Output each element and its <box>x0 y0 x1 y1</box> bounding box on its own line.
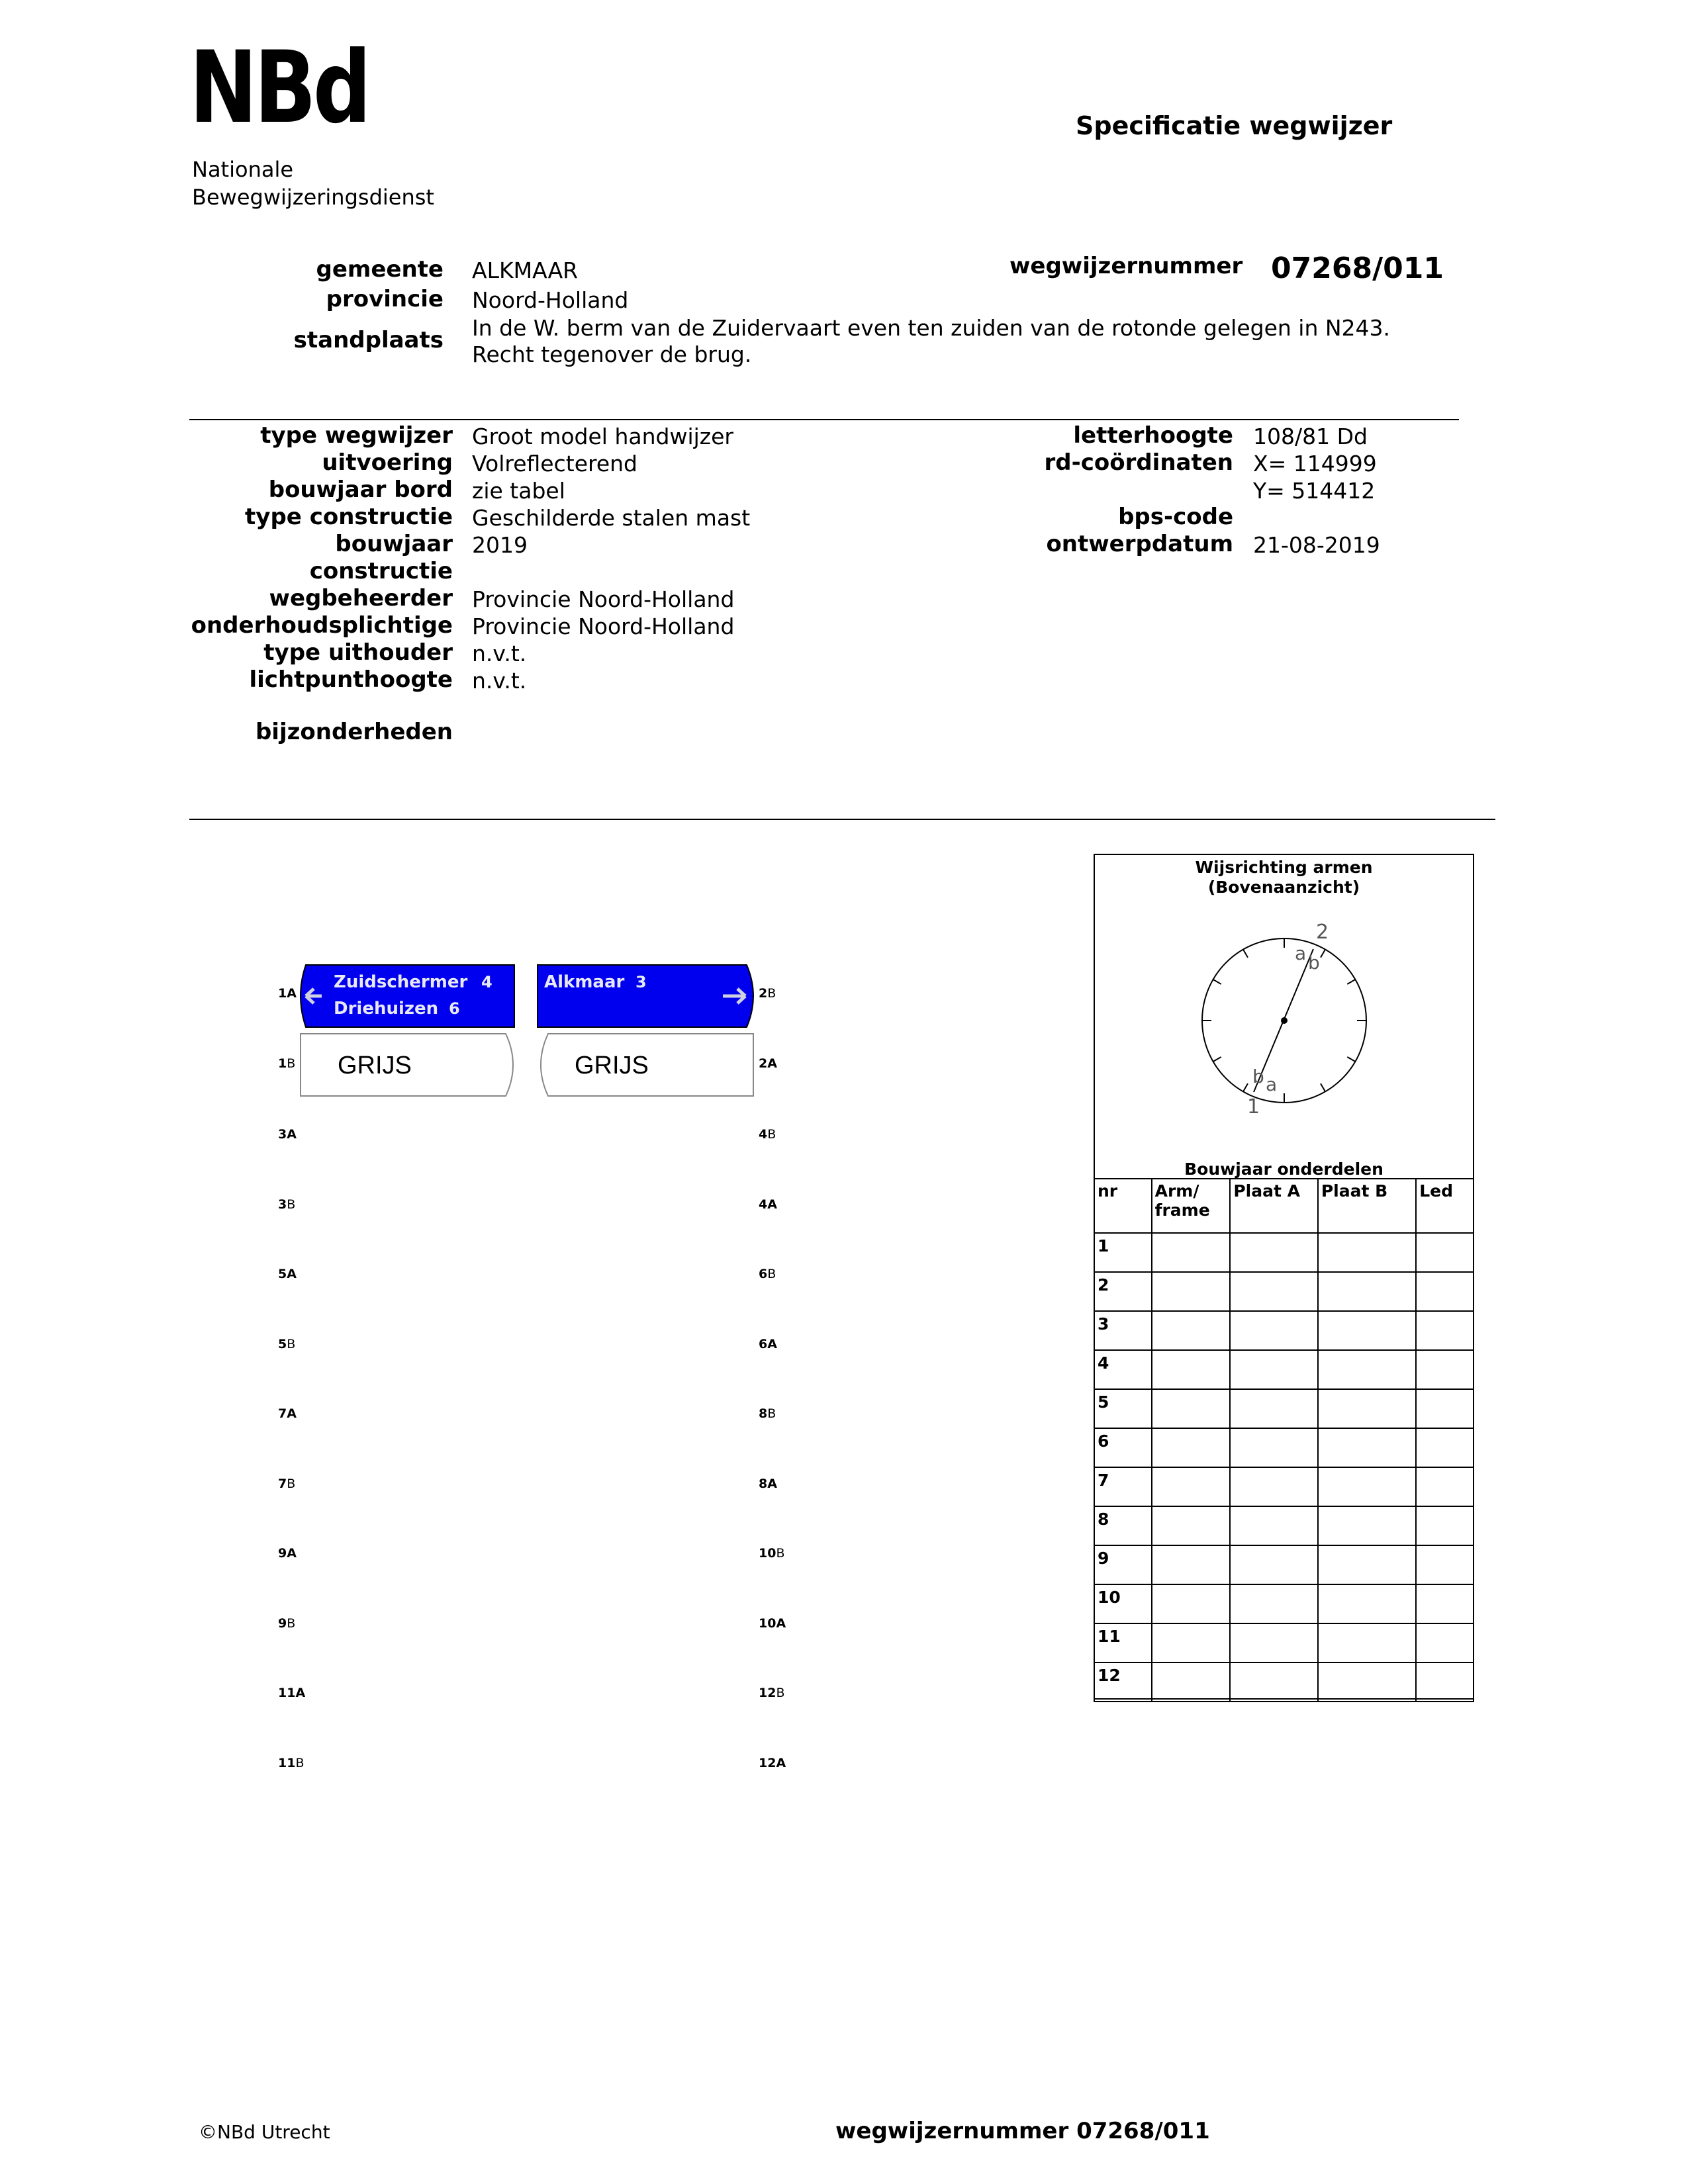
sign-2a-text: GRIJS <box>575 1052 649 1079</box>
table-cell <box>1230 1428 1318 1467</box>
bouwjaar-table <box>1094 1178 1474 1702</box>
position-number: 9 <box>278 1546 287 1561</box>
table-row <box>1094 1428 1474 1467</box>
detail-right-label: rd-coördinaten <box>1044 449 1233 476</box>
position-side: B <box>767 1127 776 1142</box>
compass-tick <box>1243 1083 1248 1091</box>
position-number: 4 <box>759 1127 768 1142</box>
footer-copyright: ©NBd Utrecht <box>199 2121 330 2143</box>
table-cell <box>1152 1662 1231 1702</box>
table-cell <box>1152 1506 1231 1545</box>
table-cell <box>1416 1311 1474 1350</box>
table-cell <box>1416 1389 1474 1428</box>
detail-right-value: Y= 514412 <box>1253 478 1376 504</box>
detail-value: Provincie Noord-Holland <box>472 614 735 639</box>
table-cell <box>1318 1623 1416 1662</box>
position-label-left <box>278 1686 305 1700</box>
detail-value: n.v.t. <box>472 668 527 694</box>
row-number: 4 <box>1094 1350 1152 1389</box>
arm-2-label: 2 <box>1316 921 1329 944</box>
detail-right-value: X= 114999 <box>1253 451 1377 477</box>
gemeente-label: gemeente <box>316 256 444 283</box>
position-label-left <box>278 1056 295 1071</box>
sign-1a-line1: Zuidschermer <box>334 972 468 992</box>
table-cell <box>1416 1350 1474 1389</box>
row-number: 9 <box>1094 1545 1152 1584</box>
table-cell <box>1318 1467 1416 1506</box>
sign-1a-num2: 6 <box>449 999 460 1018</box>
position-label-left <box>278 1127 297 1142</box>
position-label-left <box>278 1616 295 1631</box>
detail-label: type wegwijzer <box>260 422 453 449</box>
arm-1-a-label: a <box>1266 1073 1278 1095</box>
table-cell <box>1416 1467 1474 1506</box>
position-number: 5 <box>278 1337 287 1351</box>
compass-title: Wijsrichting armen <box>1195 858 1373 877</box>
table-cell <box>1230 1467 1318 1506</box>
position-side: B <box>287 1477 296 1491</box>
detail-right-value: 108/81 Dd <box>1253 424 1368 449</box>
table-cell <box>1152 1545 1231 1584</box>
wegwijzernummer-value: 07268/011 <box>1271 251 1444 285</box>
table-cell <box>1230 1623 1318 1662</box>
table-row <box>1094 1389 1474 1428</box>
table-cell <box>1416 1623 1474 1662</box>
compass-center <box>1281 1017 1288 1024</box>
position-number: 11 <box>278 1686 296 1700</box>
sign-2b-num1: 3 <box>635 973 647 991</box>
compass-tick <box>1213 979 1221 984</box>
position-label-left <box>278 1546 297 1561</box>
table-row <box>1094 1272 1474 1311</box>
position-side: B <box>776 1686 785 1700</box>
footer-nummer: wegwijzernummer 07268/011 <box>835 2118 1210 2144</box>
position-label-left <box>278 1267 297 1281</box>
position-side: A <box>287 1406 297 1421</box>
compass-tick <box>1347 1057 1355 1062</box>
table-cell <box>1416 1272 1474 1311</box>
detail-label: type uithouder <box>263 639 453 666</box>
position-side: A <box>287 1546 297 1561</box>
table-cell <box>1152 1272 1231 1311</box>
position-label-left <box>278 986 297 1001</box>
arm-2-a-label: a <box>1295 942 1307 964</box>
position-label-right <box>759 1756 786 1770</box>
table-cell <box>1152 1311 1231 1350</box>
table-cell <box>1318 1584 1416 1623</box>
position-side: B <box>767 986 776 1001</box>
detail-value: Volreflecterend <box>472 451 637 477</box>
position-side: A <box>776 1616 786 1631</box>
detail-label: onderhoudsplichtige <box>191 612 453 639</box>
detail-value: Geschilderde stalen mast <box>472 505 751 531</box>
position-number: 8 <box>759 1406 768 1421</box>
table-cell <box>1152 1233 1231 1272</box>
compass-tick <box>1321 950 1325 958</box>
sign-1a <box>299 964 518 1030</box>
detail-right-label: ontwerpdatum <box>1046 531 1233 557</box>
position-number: 12 <box>759 1756 776 1770</box>
table-row <box>1094 1584 1474 1623</box>
table-row <box>1094 1662 1474 1702</box>
detail-label: bouwjaar <box>335 531 453 557</box>
position-side: A <box>767 1337 777 1351</box>
table-cell <box>1230 1233 1318 1272</box>
position-side: A <box>767 1056 777 1071</box>
position-side: A <box>287 1127 297 1142</box>
row-number: 8 <box>1094 1506 1152 1545</box>
row-number: 7 <box>1094 1467 1152 1506</box>
arm-1-label: 1 <box>1247 1095 1260 1118</box>
position-label-right <box>759 1127 776 1142</box>
table-cell <box>1318 1662 1416 1702</box>
position-label-right <box>759 1337 777 1351</box>
position-side: A <box>767 1197 777 1212</box>
table-row <box>1094 1506 1474 1545</box>
position-label-left <box>278 1406 297 1421</box>
bouwjaar-header: nr <box>1094 1179 1152 1233</box>
bouwjaar-header: Plaat A <box>1230 1179 1318 1233</box>
detail-value: n.v.t. <box>472 641 527 666</box>
position-side: B <box>287 1197 296 1212</box>
position-label-right <box>759 1406 776 1421</box>
bouwjaar-header: Arm/ frame <box>1152 1179 1231 1233</box>
position-side: B <box>776 1546 785 1561</box>
bouwjaar-header: Led <box>1416 1179 1474 1233</box>
detail-label: wegbeheerder <box>269 585 453 612</box>
row-number: 6 <box>1094 1428 1152 1467</box>
wijsrichting-panel <box>1094 854 1474 1700</box>
wegwijzernummer-label: wegwijzernummer <box>1009 253 1243 279</box>
table-cell <box>1318 1272 1416 1311</box>
table-cell <box>1152 1467 1231 1506</box>
table-row <box>1094 1233 1474 1272</box>
position-side: B <box>767 1267 776 1281</box>
standplaats-label: standplaats <box>293 327 444 353</box>
row-number: 10 <box>1094 1584 1152 1623</box>
provincie-value: Noord-Holland <box>472 287 629 313</box>
arm-2-b-label: b <box>1308 952 1320 974</box>
position-label-right <box>759 986 776 1001</box>
position-number: 3 <box>278 1127 287 1142</box>
position-label-left <box>278 1337 295 1351</box>
table-cell <box>1230 1584 1318 1623</box>
detail-label: type constructie <box>245 504 453 530</box>
row-number: 1 <box>1094 1233 1152 1272</box>
position-side: A <box>776 1756 786 1770</box>
position-number: 4 <box>759 1197 768 1212</box>
detail-value: Groot model handwijzer <box>472 424 733 449</box>
table-cell <box>1318 1506 1416 1545</box>
detail-value: 2019 <box>472 532 528 558</box>
table-cell <box>1152 1428 1231 1467</box>
position-number: 10 <box>759 1616 776 1631</box>
detail-value: zie tabel <box>472 478 565 504</box>
provincie-label: provincie <box>326 286 444 312</box>
position-number: 1 <box>278 1056 287 1071</box>
table-cell <box>1318 1311 1416 1350</box>
logo-line-1: Nationale <box>192 157 294 182</box>
compass-diagram <box>1095 915 1476 1133</box>
compass-tick <box>1347 979 1355 984</box>
position-side: A <box>295 1686 306 1700</box>
table-cell <box>1230 1389 1318 1428</box>
standplaats-line-1: In de W. berm van de Zuidervaart even ten zuiden van de rotonde gelegen in N243. <box>472 315 1391 341</box>
detail-right-label: bps-code <box>1118 504 1233 530</box>
detail-value: Provincie Noord-Holland <box>472 586 735 612</box>
detail-label: bouwjaar bord <box>268 477 453 503</box>
row-number: 2 <box>1094 1272 1152 1311</box>
table-cell <box>1318 1233 1416 1272</box>
detail-label: lichtpunthoogte <box>249 666 453 693</box>
position-side: B <box>287 1337 296 1351</box>
position-label-left <box>278 1197 295 1212</box>
row-number: 12 <box>1094 1662 1152 1702</box>
position-number: 9 <box>278 1616 287 1631</box>
row-number: 11 <box>1094 1623 1152 1662</box>
sign-2a <box>536 1032 756 1099</box>
position-number: 6 <box>759 1337 768 1351</box>
position-side: B <box>287 1056 296 1071</box>
position-number: 2 <box>759 1056 768 1071</box>
bouwjaar-title: Bouwjaar onderdelen <box>1184 1160 1383 1179</box>
table-cell <box>1230 1272 1318 1311</box>
position-number: 11 <box>278 1756 296 1770</box>
table-cell <box>1230 1311 1318 1350</box>
table-cell <box>1318 1389 1416 1428</box>
sign-2b-line1: Alkmaar <box>544 972 625 992</box>
table-cell <box>1416 1662 1474 1702</box>
table-cell <box>1416 1233 1474 1272</box>
table-row <box>1094 1311 1474 1350</box>
detail-label: uitvoering <box>322 449 453 476</box>
nbd-logo: NBd <box>189 30 368 146</box>
compass-tick <box>1243 950 1248 958</box>
row-number: 3 <box>1094 1311 1152 1350</box>
table-cell <box>1416 1545 1474 1584</box>
table-cell <box>1230 1506 1318 1545</box>
table-cell <box>1416 1584 1474 1623</box>
position-number: 6 <box>759 1267 768 1281</box>
position-side: B <box>287 1616 296 1631</box>
position-number: 12 <box>759 1686 776 1700</box>
logo-line-2: Bewegwijzeringsdienst <box>192 185 434 210</box>
gemeente-value: ALKMAAR <box>472 257 579 283</box>
position-label-right <box>759 1197 777 1212</box>
position-number: 2 <box>759 986 768 1001</box>
table-row <box>1094 1350 1474 1389</box>
position-number: 10 <box>759 1546 776 1561</box>
table-cell <box>1152 1584 1231 1623</box>
position-number: 7 <box>278 1406 287 1421</box>
table-cell <box>1416 1506 1474 1545</box>
sign-1a-line2: Driehuizen <box>334 999 439 1019</box>
compass-subtitle: (Bovenaanzicht) <box>1207 878 1360 897</box>
position-number: 8 <box>759 1477 768 1491</box>
position-label-left <box>278 1477 295 1491</box>
sign-2b <box>536 964 756 1030</box>
detail-right-value: 21-08-2019 <box>1253 532 1380 558</box>
position-label-right <box>759 1267 776 1281</box>
position-number: 1 <box>278 986 287 1001</box>
position-side: A <box>287 1267 297 1281</box>
table-cell <box>1152 1623 1231 1662</box>
compass-tick <box>1213 1057 1221 1062</box>
table-cell <box>1416 1428 1474 1467</box>
position-label-right <box>759 1056 777 1071</box>
position-side: A <box>767 1477 777 1491</box>
table-row <box>1094 1467 1474 1506</box>
table-cell <box>1230 1662 1318 1702</box>
position-side: B <box>767 1406 776 1421</box>
standplaats-line-2: Recht tegenover de brug. <box>472 341 752 367</box>
row-number: 5 <box>1094 1389 1152 1428</box>
position-label-right <box>759 1616 786 1631</box>
detail-label: constructie <box>309 558 453 584</box>
position-number: 3 <box>278 1197 287 1212</box>
document-title: Specificatie wegwijzer <box>1076 111 1393 140</box>
position-label-right <box>759 1686 785 1700</box>
table-row <box>1094 1623 1474 1662</box>
table-cell <box>1318 1350 1416 1389</box>
sign-1a-num1: 4 <box>481 973 492 991</box>
compass-tick <box>1321 1083 1325 1091</box>
divider-top <box>189 419 1459 420</box>
position-number: 7 <box>278 1477 287 1491</box>
table-cell <box>1318 1545 1416 1584</box>
bijzonderheden-label: bijzonderheden <box>255 719 453 745</box>
position-label-right <box>759 1546 785 1561</box>
position-number: 5 <box>278 1267 287 1281</box>
position-side: B <box>295 1756 305 1770</box>
detail-right-label: letterhoogte <box>1073 422 1233 449</box>
divider-bottom <box>189 819 1495 820</box>
table-cell <box>1230 1545 1318 1584</box>
arm-1-b-label: b <box>1252 1066 1264 1087</box>
table-cell <box>1318 1428 1416 1467</box>
table-cell <box>1152 1389 1231 1428</box>
sign-1b-text: GRIJS <box>338 1052 412 1079</box>
table-row <box>1094 1545 1474 1584</box>
sign-1b <box>299 1032 518 1099</box>
position-side: A <box>287 986 297 1001</box>
position-label-left <box>278 1756 305 1770</box>
table-cell <box>1230 1350 1318 1389</box>
table-cell <box>1152 1350 1231 1389</box>
position-label-right <box>759 1477 777 1491</box>
bouwjaar-header: Plaat B <box>1318 1179 1416 1233</box>
